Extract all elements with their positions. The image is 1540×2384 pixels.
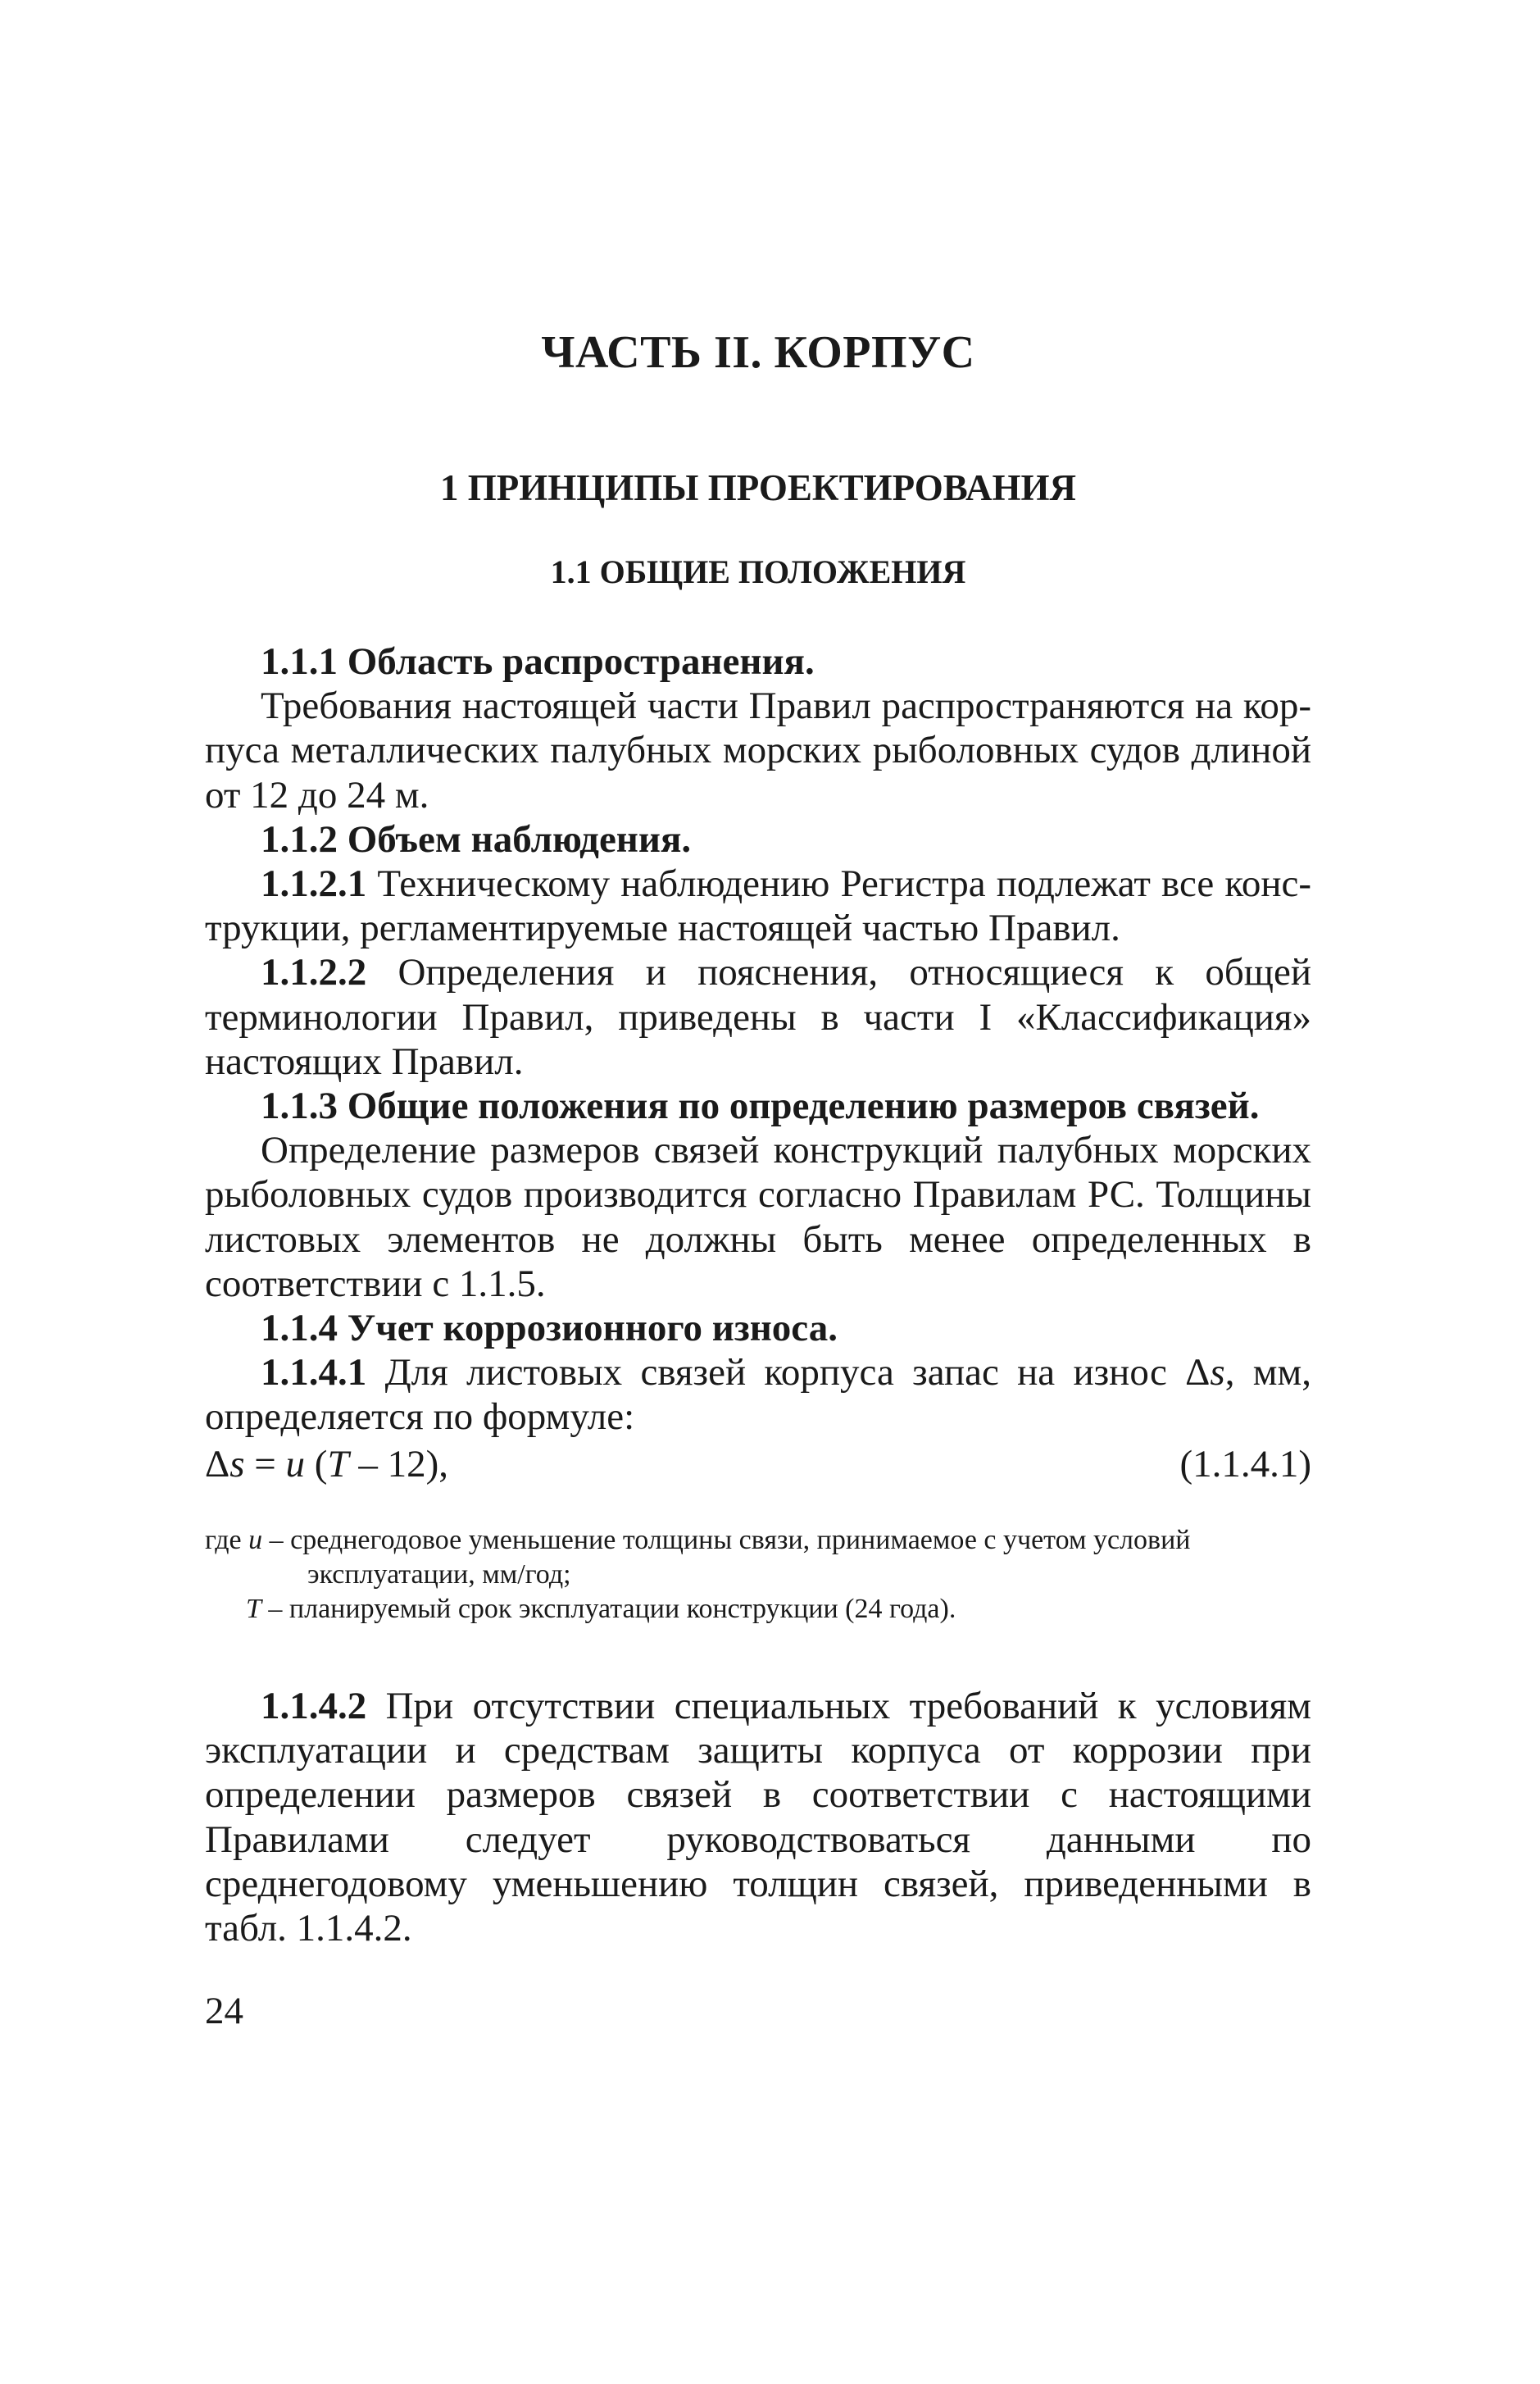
heading-1-1-2: 1.1.2 Объем наблюдения. — [261, 817, 692, 861]
variable-s: s — [1210, 1351, 1225, 1394]
clause-number-1-1-2-2: 1.1.2.2 — [261, 951, 367, 994]
clause-text-1-1-2-1: Техническому наблюдению Регистра подлежат все конструкции, регламентируемые настоящей частью Правил. — [205, 862, 1311, 950]
formula-delta: Δ — [205, 1443, 230, 1485]
clause-text-1-1-2-2: Определения и пояснения, относящиеся к общей терминологии Правил, приведены в части I «Классификация» настоящих Правил. — [205, 951, 1311, 1083]
body-text-upper — [205, 639, 1311, 1440]
formula-var-t: T — [327, 1443, 349, 1485]
heading-1-1-1: 1.1.1 Область распространения. — [261, 640, 815, 683]
formula-var-s: s — [229, 1443, 245, 1485]
heading-1-1-3: 1.1.3 Общие положения по определению размеров связей. — [261, 1085, 1260, 1128]
paragraph-1-1-3: Определение размеров связей конструкций палубных морских рыболовных судов производится согласно Правилам РС. Толщины листовых элементов не должны быть менее определенных в соответствии с 1.1.5. — [205, 1129, 1311, 1305]
chapter-title: 1 ПРИНЦИПЫ ПРОЕКТИРОВАНИЯ — [440, 467, 1076, 508]
formula-var-u: u — [285, 1443, 306, 1485]
paragraph-1-1-1: Требования настоящей части Правил распространяются на корпуса металлических палубных морских рыболовных судов длиной от 12 до 24 м. — [205, 685, 1311, 817]
legend-var-t: T — [246, 1594, 261, 1624]
page-number: 24 — [205, 1990, 243, 2032]
legend-u-desc: – среднегодовое уменьшение толщины связи, принимаемое с учетом условий — [262, 1525, 1191, 1555]
part-title: ЧАСТЬ II. КОРПУС — [541, 327, 975, 378]
legend-u-cont: эксплуатации, мм/год; — [307, 1559, 571, 1590]
paragraph-1-1-2-1 — [205, 862, 1311, 950]
section-title: 1.1 ОБЩИЕ ПОЛОЖЕНИЯ — [550, 553, 966, 590]
formula-row — [205, 1440, 1311, 1489]
formula-open-paren: ( — [305, 1443, 328, 1485]
clause-text-1-1-4-1-b: , мм, определяется по формуле: — [205, 1351, 1312, 1439]
clause-text-1-1-4-2: При отсутствии специальных требований к условиям эксплуатации и средствам защиты корпуса от коррозии при определении размеров связей в соответствии с настоящими Правилами следует руководствоваться данными по среднегодовому уменьшению толщин связей, приведенными в табл. 1.1.4.2. — [205, 1685, 1311, 1950]
clause-number-1-1-2-1: 1.1.2.1 — [261, 862, 367, 906]
formula — [205, 1440, 448, 1489]
clause-number-1-1-4-2: 1.1.4.2 — [261, 1685, 367, 1727]
clause-number-1-1-4-1: 1.1.4.1 — [261, 1351, 367, 1394]
legend-t — [205, 1592, 1311, 1626]
body-text-lower — [205, 1684, 1311, 1950]
legend-var-u: u — [248, 1525, 263, 1555]
clause-text-1-1-4-1-a: Для листовых связей корпуса запас на износ Δ — [366, 1351, 1211, 1394]
formula-rest: – 12), — [348, 1443, 448, 1485]
paragraph-1-1-2-2 — [205, 950, 1311, 1084]
heading-1-1-4: 1.1.4 Учет коррозионного износа. — [261, 1307, 838, 1350]
paragraph-1-1-4-2 — [205, 1684, 1311, 1950]
legend-u — [205, 1523, 1311, 1558]
legend-lead: где — [205, 1525, 249, 1555]
paragraph-1-1-4-1 — [205, 1350, 1311, 1439]
formula-legend — [205, 1523, 1311, 1626]
legend-t-desc: – планируемый срок эксплуатации конструкции (24 года). — [261, 1594, 956, 1624]
formula-number: (1.1.4.1) — [1179, 1443, 1311, 1485]
formula-equals: = — [244, 1443, 286, 1485]
